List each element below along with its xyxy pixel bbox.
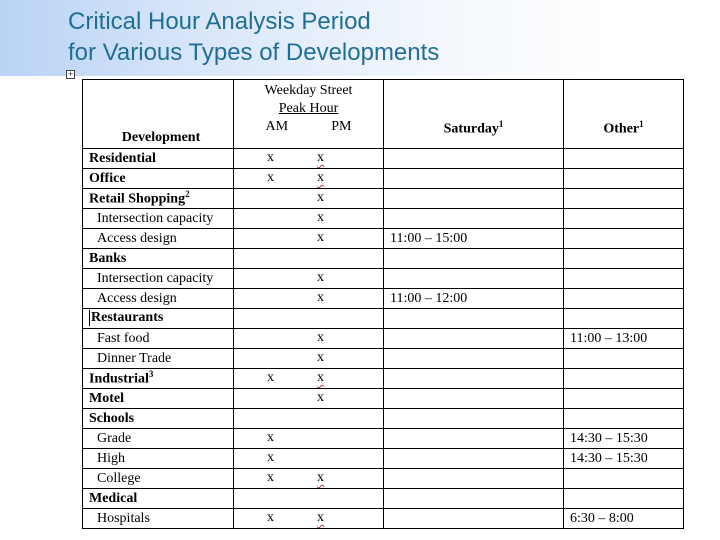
weekday-peak-cell — [234, 389, 384, 409]
weekday-peak-cell — [234, 149, 384, 169]
table-row — [83, 509, 684, 529]
row-label — [83, 249, 234, 269]
table-row — [83, 329, 684, 349]
row-label — [83, 289, 234, 309]
table-row — [83, 269, 684, 289]
table-row — [83, 149, 684, 169]
row-label — [83, 149, 234, 169]
row-label-text: High — [97, 450, 125, 466]
table-row — [83, 249, 684, 269]
row-label — [83, 329, 234, 349]
pm-mark: x — [317, 170, 324, 185]
am-mark: x — [267, 470, 274, 485]
row-label-text: Access design — [97, 230, 177, 246]
row-label — [83, 349, 234, 369]
saturday-cell — [384, 449, 564, 469]
am-mark: x — [267, 510, 274, 525]
row-label — [83, 489, 234, 509]
weekday-peak-cell — [234, 369, 384, 389]
saturday-cell — [384, 389, 564, 409]
other-cell — [564, 189, 684, 209]
weekday-peak-cell — [234, 269, 384, 289]
other-cell — [564, 409, 684, 429]
saturday-cell — [384, 249, 564, 269]
other-cell — [564, 169, 684, 189]
row-label-text: Fast food — [97, 330, 150, 346]
header-weekday-line1: Weekday Street — [264, 83, 353, 98]
other-cell — [564, 349, 684, 369]
other-cell: 11:00 – 13:00 — [564, 329, 684, 349]
row-label-text: Hospitals — [97, 510, 150, 526]
header-am: AM — [265, 119, 289, 134]
am-mark: x — [267, 430, 274, 445]
header-other: Other$^1$ — [564, 80, 684, 149]
title-line-2: for Various Types of Developments — [68, 39, 440, 66]
table-row — [83, 169, 684, 189]
saturday-cell — [384, 349, 564, 369]
pm-mark: x — [317, 270, 324, 285]
row-label — [83, 209, 234, 229]
saturday-cell — [384, 369, 564, 389]
row-label-text: College — [97, 470, 141, 486]
header-weekday-line2: Peak Hour — [278, 101, 339, 116]
text-cursor — [89, 310, 90, 326]
weekday-peak-cell — [234, 209, 384, 229]
row-label-text: Banks — [89, 250, 127, 266]
table-row — [83, 349, 684, 369]
pm-mark: x — [317, 330, 324, 345]
header-development: Development — [83, 80, 234, 149]
weekday-peak-cell — [234, 469, 384, 489]
weekday-peak-cell — [234, 489, 384, 509]
header-pm: PM — [331, 119, 352, 134]
row-label-text: Grade — [97, 430, 132, 446]
row-label — [83, 309, 234, 329]
other-cell: 14:30 – 15:30 — [564, 429, 684, 449]
row-label — [83, 269, 234, 289]
weekday-peak-cell — [234, 229, 384, 249]
other-cell: 14:30 – 15:30 — [564, 449, 684, 469]
row-label — [83, 429, 234, 449]
saturday-cell — [384, 309, 564, 329]
row-label-text: Motel — [89, 390, 124, 406]
other-cell — [564, 369, 684, 389]
development-table — [82, 79, 684, 529]
other-cell — [564, 249, 684, 269]
footnote-marker: 2 — [185, 189, 190, 200]
pm-mark: x — [317, 470, 324, 485]
pm-mark: x — [317, 510, 324, 525]
table-header-row — [83, 80, 684, 149]
other-cell — [564, 469, 684, 489]
header-saturday: Saturday$^1$ — [384, 80, 564, 149]
weekday-peak-cell — [234, 449, 384, 469]
pm-mark: x — [317, 390, 324, 405]
table-row — [83, 229, 684, 249]
other-cell — [564, 209, 684, 229]
other-cell — [564, 289, 684, 309]
table-row — [83, 469, 684, 489]
other-cell — [564, 309, 684, 329]
other-cell — [564, 229, 684, 249]
saturday-cell — [384, 269, 564, 289]
row-label-text: Dinner Trade — [97, 350, 172, 366]
other-cell — [564, 269, 684, 289]
slide-title — [68, 6, 439, 68]
pm-mark: x — [317, 350, 324, 365]
saturday-cell — [384, 469, 564, 489]
row-label — [83, 509, 234, 529]
table-row — [83, 289, 684, 309]
weekday-peak-cell — [234, 169, 384, 189]
title-line-1: Critical Hour Analysis Period — [68, 8, 371, 35]
am-mark: x — [267, 150, 274, 165]
table-row — [83, 449, 684, 469]
row-label-text: Office — [89, 170, 126, 186]
pm-mark: x — [317, 370, 324, 385]
table-row — [83, 309, 684, 329]
saturday-cell — [384, 329, 564, 349]
row-label — [83, 409, 234, 429]
am-mark: x — [267, 450, 274, 465]
pm-mark: x — [317, 230, 324, 245]
saturday-cell — [384, 409, 564, 429]
saturday-cell — [384, 169, 564, 189]
row-label — [83, 229, 234, 249]
weekday-peak-cell — [234, 409, 384, 429]
other-cell — [564, 149, 684, 169]
row-label — [83, 169, 234, 189]
saturday-cell — [384, 429, 564, 449]
row-label-text: Schools — [89, 410, 135, 426]
pm-mark: x — [317, 290, 324, 305]
table-row — [83, 409, 684, 429]
other-cell — [564, 389, 684, 409]
saturday-cell — [384, 209, 564, 229]
table-row — [83, 489, 684, 509]
row-label — [83, 189, 234, 209]
other-cell — [564, 489, 684, 509]
weekday-peak-cell — [234, 329, 384, 349]
weekday-peak-cell — [234, 429, 384, 449]
table-row — [83, 429, 684, 449]
saturday-cell — [384, 509, 564, 529]
table-move-handle-icon[interactable]: + — [67, 70, 74, 78]
saturday-cell — [384, 189, 564, 209]
row-label — [83, 469, 234, 489]
row-label-text: Intersection capacity — [97, 210, 214, 226]
weekday-peak-cell — [234, 289, 384, 309]
weekday-peak-cell — [234, 349, 384, 369]
weekday-peak-cell — [234, 189, 384, 209]
table-row — [83, 189, 684, 209]
row-label-text: Residential — [89, 150, 156, 166]
saturday-cell: 11:00 – 12:00 — [384, 289, 564, 309]
pm-mark: x — [317, 190, 324, 205]
row-label-text: Retail Shopping — [89, 191, 186, 207]
row-label — [83, 389, 234, 409]
weekday-peak-cell — [234, 249, 384, 269]
saturday-cell — [384, 489, 564, 509]
pm-mark: x — [317, 150, 324, 165]
saturday-cell — [384, 149, 564, 169]
table-row — [83, 209, 684, 229]
row-label — [83, 449, 234, 469]
am-mark: x — [267, 170, 274, 185]
row-label-text: Intersection capacity — [97, 270, 214, 286]
other-cell: 6:30 – 8:00 — [564, 509, 684, 529]
am-mark: x — [267, 370, 274, 385]
weekday-peak-cell — [234, 509, 384, 529]
pm-mark: x — [317, 210, 324, 225]
saturday-cell: 11:00 – 15:00 — [384, 229, 564, 249]
table-row — [83, 369, 684, 389]
row-label — [83, 369, 234, 389]
row-label-text: Medical — [89, 490, 138, 506]
row-label-text: Industrial — [89, 371, 149, 387]
table-row — [83, 389, 684, 409]
header-weekday-peak — [234, 80, 384, 149]
footnote-marker: 3 — [148, 369, 154, 380]
weekday-peak-cell — [234, 309, 384, 329]
row-label-text: Access design — [97, 290, 177, 306]
row-label-text: Restaurants — [91, 310, 164, 326]
